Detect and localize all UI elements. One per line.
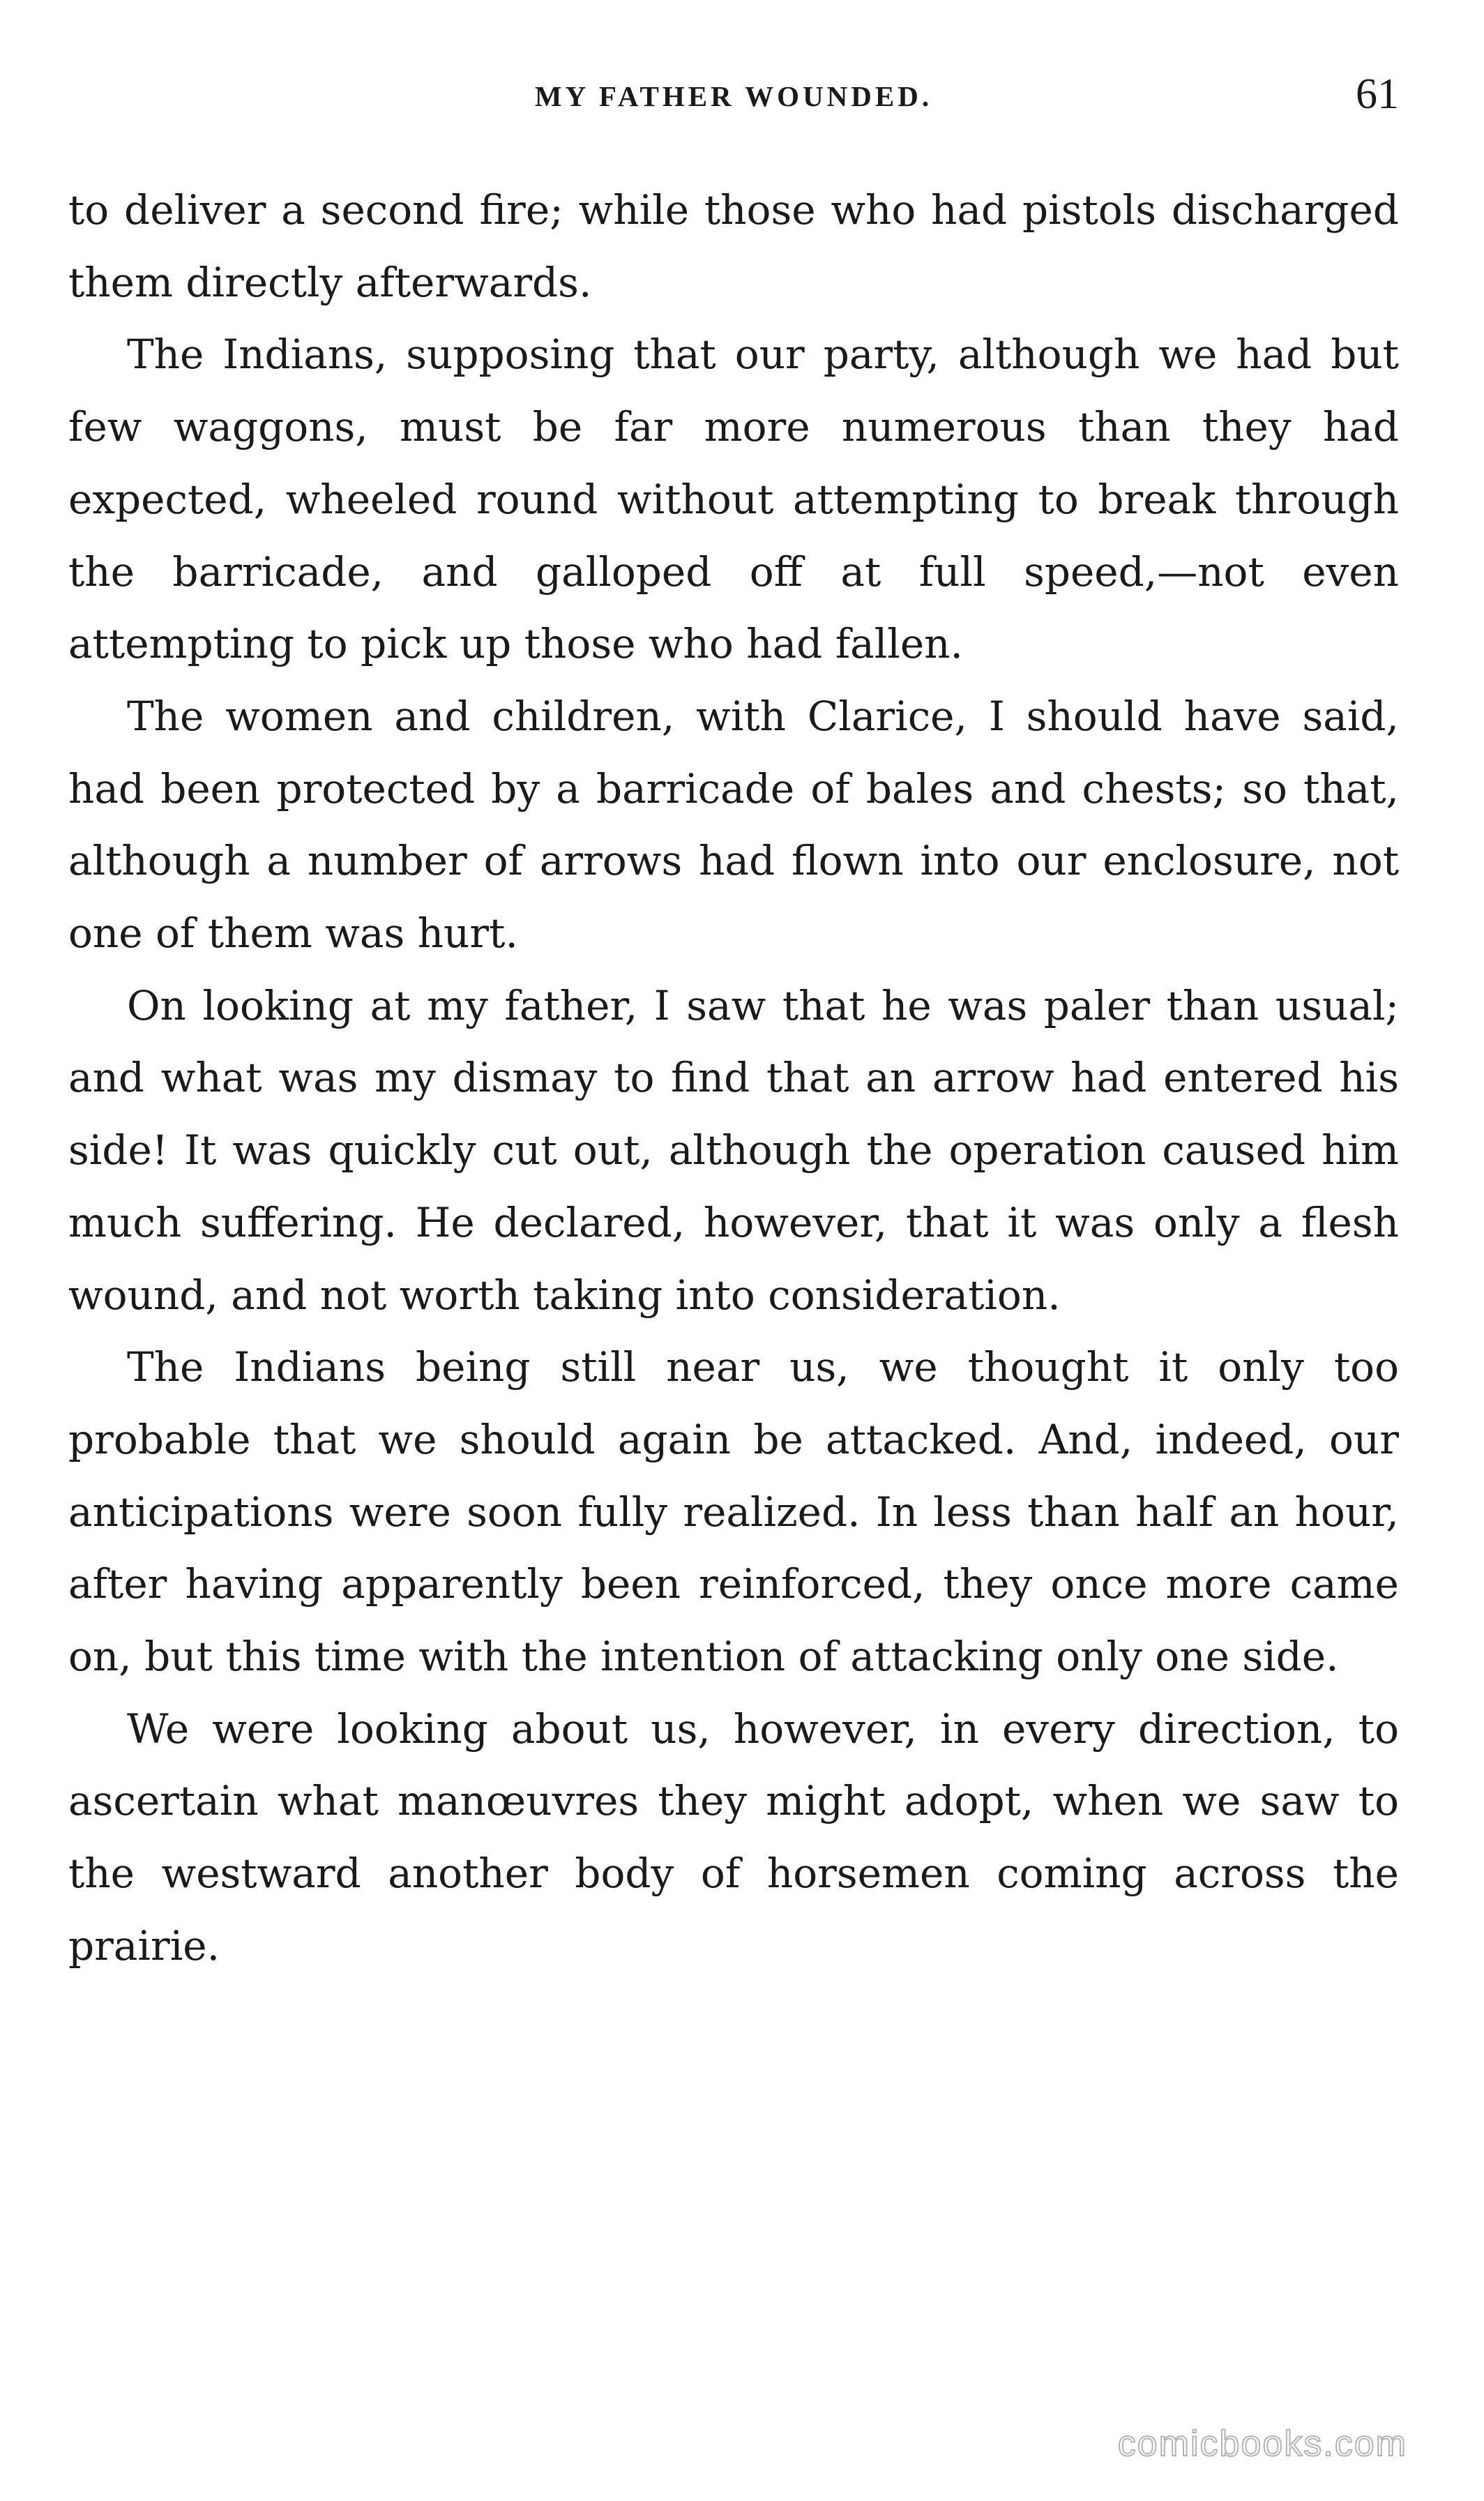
- body-text: [68, 174, 1399, 1983]
- paragraph-4: On looking at my father, I saw that he was paler than usual; and what was my dismay to find that an arrow had entered his side! It was quickly cut out, although the operation caused him much suffering. He declared, however, that it was only a flesh wound, and not worth taking into consideration.: [68, 981, 1399, 1319]
- paragraph-3: The women and children, with Clarice, I should have said, had been protected by a barricade of bales and chests; so that, although a number of arrows had flown into our enclosure, not one of them was hurt.: [68, 692, 1399, 958]
- paragraph-6: We were looking about us, however, in every direction, to ascertain what manœuvres they might adopt, when we saw to the westward another body of horsemen coming across the prairie.: [68, 1705, 1399, 1970]
- paragraph-1: to deliver a second fire; while those who had pistols discharged them directly afterwards.: [68, 186, 1399, 306]
- running-title: MY FATHER WOUNDED.: [534, 80, 933, 112]
- watermark: comicbooks.com: [1117, 2424, 1407, 2464]
- paragraph-2: The Indians, supposing that our party, although we had but few waggons, must be far more numerous than they had expected, wheeled round without attempting to break through the barricade, and galloped off at full speed,—not even attempting to pick up those who had fallen.: [68, 331, 1399, 668]
- paragraph-5: The Indians being still near us, we thought it only too probable that we should again be attacked. And, indeed, our anticipations were soon fully realized. In less than half an hour, after having apparently been reinforced, they once more came on, but this time with the intention of attacking only one side.: [68, 1343, 1399, 1681]
- running-head: [68, 70, 1399, 126]
- page-number: 61: [1356, 70, 1399, 118]
